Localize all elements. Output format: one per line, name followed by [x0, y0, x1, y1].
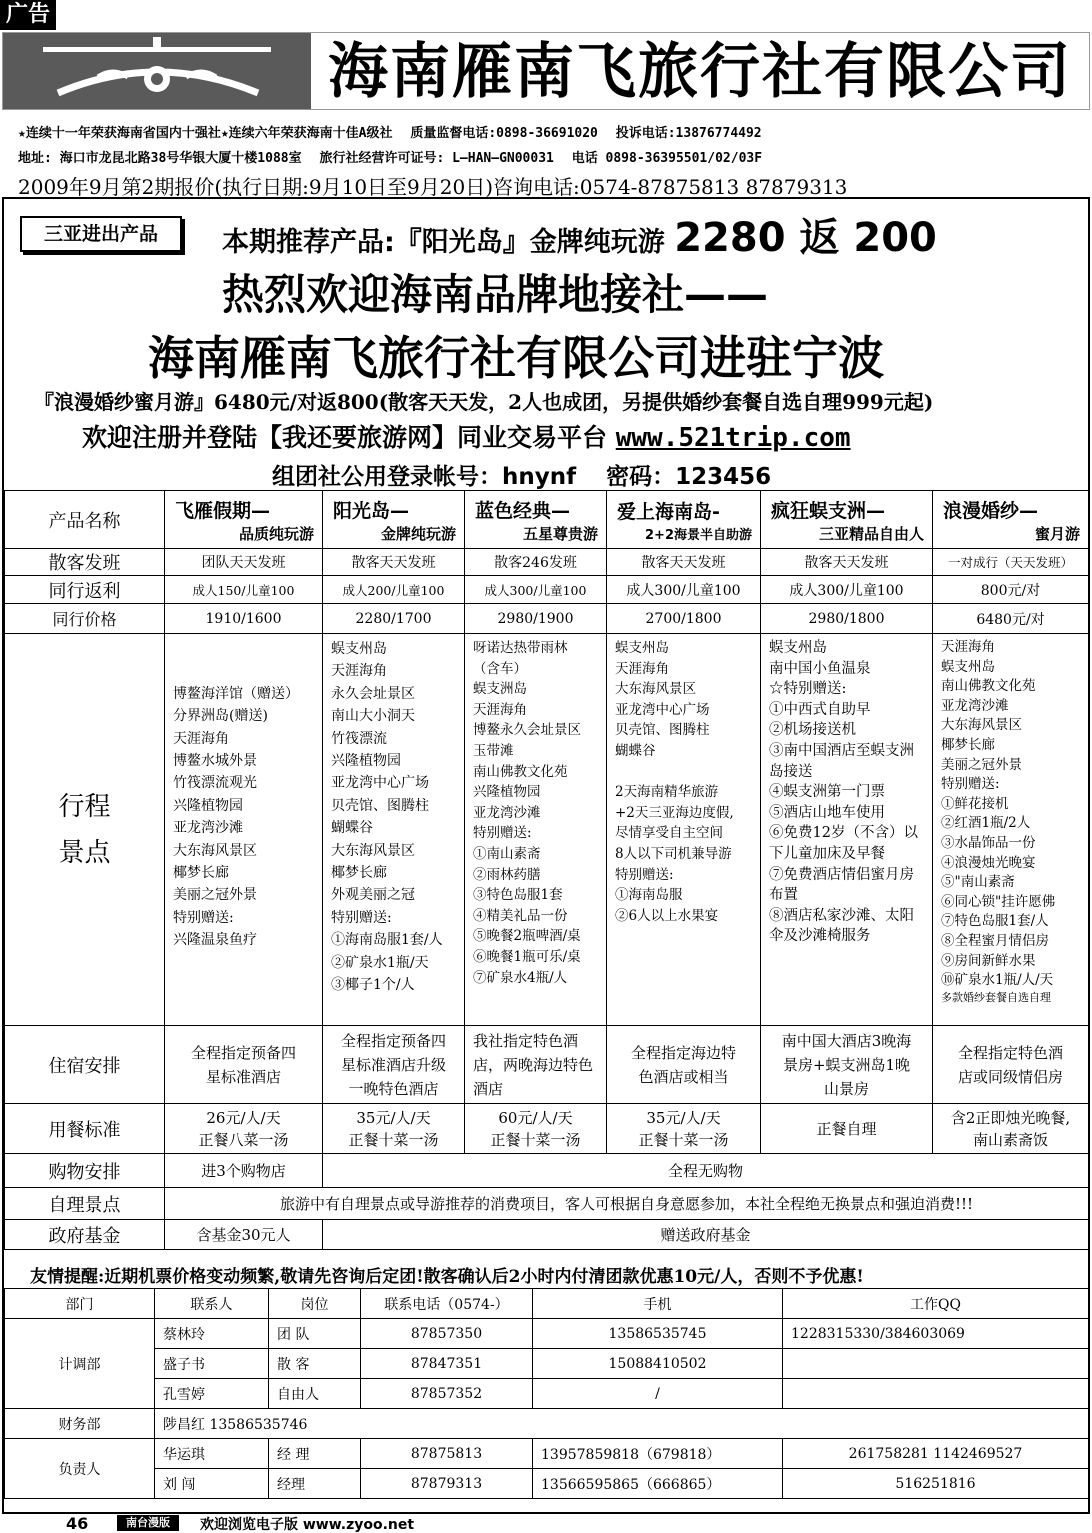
contact-name: 刘 闯: [155, 1469, 269, 1499]
col-header: 岗位: [269, 1289, 361, 1319]
product-name-cell: [465, 491, 607, 549]
label-departure: 散客发班: [5, 549, 165, 576]
recommend-prefix: 本期推荐产品:『阳光岛』金牌纯玩游: [222, 227, 665, 258]
rebate-cell: 成人300/儿童100: [607, 576, 761, 604]
meal-cell: 35元/人/天 正餐十菜一汤: [607, 1104, 761, 1154]
contact-row: [5, 1349, 1089, 1379]
meal-cell: 60元/人/天 正餐十菜一汤: [465, 1104, 607, 1154]
col-header: 联系人: [155, 1289, 269, 1319]
hotel-cell: 全程指定预备四 星标准酒店: [165, 1026, 323, 1104]
hotel-cell: 全程指定特色酒 店或同级情侣房: [933, 1026, 1089, 1104]
row-product-name: [5, 491, 1089, 549]
row-shopping: [5, 1154, 1089, 1188]
meal-cell: 含2正即烛光晚餐, 南山素斋饭: [933, 1104, 1089, 1154]
contact-qq: 1228315330/384603069: [783, 1319, 1089, 1349]
itinerary-text: 蜈支州岛 南中国小鱼温泉 ☆特别赠送: ①中西式自助早 ②机场接送机 ③南中国酒店至蜈支洲岛接送 ④蜈支洲第一门票 ⑤酒店山地车使用 ⑥免费12岁（不含）以下儿童加床及早餐 ⑦免费酒店情侣蜜月房布置 ⑧酒店私家沙滩、太阳伞及沙滩椅服务: [769, 640, 918, 945]
shopping-cell: 进3个购物店: [165, 1154, 323, 1188]
office-phone: 电话 0898-36395501/02/03F: [571, 151, 763, 166]
label-optional: 自理景点: [5, 1188, 165, 1220]
product-name-main: 阳光岛—: [333, 499, 410, 522]
label-product-name: 产品名称: [5, 491, 165, 549]
company-info-line1: [18, 122, 772, 141]
finance-contact: 陟昌红 13586535746: [155, 1409, 1089, 1439]
company-name: 海南雁南飞旅行社有限公司: [328, 37, 1072, 107]
meal-cell: 35元/人/天 正餐十菜一汤: [323, 1104, 465, 1154]
price-cell: 2980/1900: [465, 604, 607, 634]
friendly-reminder: 友情提醒:近期机票价格变动频繁,敬请先咨询后定团!散客确认后2小时内付清团款优惠10元/人，否则不予优惠!: [30, 1267, 864, 1287]
rebate-cell: 成人300/儿童100: [465, 576, 607, 604]
welcome-headline-2: 海南雁南飞旅行社有限公司进驻宁波: [148, 331, 884, 385]
row-fund: [5, 1220, 1089, 1250]
contact-row: [5, 1439, 1089, 1469]
company-info-line2: [18, 147, 772, 166]
contact-name: 蔡林玲: [155, 1319, 269, 1349]
fund-cell-all: 赠送政府基金: [323, 1220, 1089, 1250]
page-number: 46: [66, 1514, 89, 1533]
itinerary-note: 多款婚纱套餐自选自理: [941, 990, 1051, 1004]
contact-name: 盛子书: [155, 1349, 269, 1379]
product-name-sub: 2+2海景半自助游: [645, 527, 752, 543]
itinerary-text: 天涯海角 蜈支州岛 南山佛教文化苑 亚龙湾沙滩 大东海风景区 椰梦长廊 美丽之冠外景 特别赠送: ①鲜花接机 ②红酒1瓶/2人 ③水晶饰品一份 ④浪漫烛光晚宴 ⑤"南山素斋 ⑥同心锁"挂许愿佛 ⑦特色岛服1套/人 ⑧全程蜜月情侣房 ⑨房间新鲜水果 ⑩矿泉水1瓶/人/天: [941, 639, 1056, 989]
row-rebate: [5, 576, 1089, 604]
hotel-cell: 南中国大酒店3晚海 景房+蜈支洲岛1晚 山景房: [761, 1026, 933, 1104]
row-optional: [5, 1188, 1089, 1220]
contact-tel: 87857352: [361, 1379, 533, 1409]
departure-cell: 散客天天发班: [607, 549, 761, 576]
itinerary-cell: 蜈支州岛 天涯海角 永久会址景区 南山大小洞天 竹筏漂流 兴隆植物园 亚龙湾中心广场 贝壳馆、图腾柱 蝴蝶谷 大东海风景区 椰梦长廊 外观美丽之冠 特别赠送: ①海南岛服1套/人 ②矿泉水1瓶/天 ③椰子1个/人: [323, 634, 465, 1026]
contact-row: [5, 1409, 1089, 1439]
product-name-sub: 品质纯玩游: [238, 524, 314, 543]
itinerary-cell: 蜈支州岛 天涯海角 大东海风景区 亚龙湾中心广场 贝壳馆、图腾柱 蝴蝶谷 2天海南精华旅游 +2天三亚海边度假, 尽情享受自主空间 8人以下司机兼导游 特别赠送: ①海南岛服 ②6人以上水果宴: [607, 634, 761, 1026]
contact-qq: [783, 1349, 1089, 1379]
label-shopping: 购物安排: [5, 1154, 165, 1188]
license-text: 旅行社经营许可证号: L—HAN—GN00031: [319, 151, 554, 166]
contact-name: 孔雪婷: [155, 1379, 269, 1409]
label-itinerary: 行程 景点: [5, 634, 165, 1026]
register-prefix: 欢迎注册并登陆【我还要旅游网】同业交易平台: [82, 423, 608, 452]
departure-cell: 散客天天发班: [323, 549, 465, 576]
col-header: 工作QQ: [783, 1289, 1089, 1319]
product-name-main: 飞雁假期—: [175, 499, 271, 522]
register-link[interactable]: www.521trip.com: [615, 423, 851, 453]
rebate-cell: 成人150/儿童100: [165, 576, 323, 604]
welcome-headline-1: 热烈欢迎海南品牌地接社——: [222, 270, 769, 319]
optional-text: 旅游中有自理景点或导游推荐的消费项目，客人可根据自身意愿参加，本社全程绝无换景点和强迫消费!!!: [165, 1188, 1089, 1220]
product-name-cell: [933, 491, 1089, 549]
departure-cell: 团队天天发班: [165, 549, 323, 576]
footer-slogan: 欢迎浏览电子版 www.zyoo.net: [200, 1517, 415, 1533]
itinerary-cell: [761, 634, 933, 1026]
register-promo: [82, 418, 851, 454]
contact-qq: [783, 1379, 1089, 1409]
contact-row: [5, 1469, 1089, 1499]
contact-mobile: 13586535745: [533, 1319, 783, 1349]
product-name-main: 爱上海南岛-: [617, 500, 720, 523]
contact-header-row: [5, 1289, 1089, 1319]
row-departure: [5, 549, 1089, 576]
label-meal: 用餐标准: [5, 1104, 165, 1154]
rebate-cell: 800元/对: [933, 576, 1089, 604]
product-name-main: 疯狂蜈支洲—: [771, 499, 886, 522]
departure-cell: 散客天天发班: [761, 549, 933, 576]
row-hotel: [5, 1026, 1089, 1104]
departure-cell: 一对成行（天天发班）: [933, 549, 1089, 576]
fund-cell: 含基金30元人: [165, 1220, 323, 1250]
contact-mobile: 13566595865（666865）: [533, 1469, 783, 1499]
price-cell: 2280/1700: [323, 604, 465, 634]
company-banner: [2, 32, 1090, 110]
product-name-sub: 五星尊贵游: [522, 524, 598, 543]
departure-cell: 散客246发班: [465, 549, 607, 576]
label-hotel: 住宿安排: [5, 1026, 165, 1104]
product-name-sub: 蜜月游: [1034, 524, 1080, 543]
dept-cell: 财务部: [5, 1409, 155, 1439]
login-password: 密码：123456: [606, 464, 772, 490]
address-text: 地址: 海口市龙昆北路38号华银大厦十楼1088室: [18, 151, 302, 166]
price-cell: 6480元/对: [933, 604, 1089, 634]
contact-role: 自由人: [269, 1379, 361, 1409]
contact-tel: 87879313: [361, 1469, 533, 1499]
row-meal: [5, 1104, 1089, 1154]
contact-tel: 87875813: [361, 1439, 533, 1469]
contact-mobile: 13957859818（679818）: [533, 1439, 783, 1469]
price-cell: 2700/1800: [607, 604, 761, 634]
itinerary-cell: 呀诺达热带雨林 （含车） 蜈支洲岛 天涯海角 博鳌永久会址景区 玉带滩 南山佛教文化苑 兴隆植物园 亚龙湾沙滩 特别赠送: ①南山素斋 ②雨林药膳 ③特色岛服1套 ④精美礼品一份 ⑤晚餐2瓶啤酒/桌 ⑥晚餐1瓶可乐/桌 ⑦矿泉水4瓶/人: [465, 634, 607, 1026]
contact-tel: 87857350: [361, 1319, 533, 1349]
dept-cell: 计调部: [5, 1319, 155, 1409]
hotel-cell: 全程指定预备四 星标准酒店升级 一晚特色酒店: [323, 1026, 465, 1104]
label-price: 同行价格: [5, 604, 165, 634]
company-logo: [3, 33, 311, 109]
label-fund: 政府基金: [5, 1220, 165, 1250]
contact-name: 华运琪: [155, 1439, 269, 1469]
quality-phone: 质量监督电话:0898-36691020: [410, 126, 598, 141]
shopping-cell-all: 全程无购物: [323, 1154, 1089, 1188]
honeymoon-promo: 『浪漫婚纱蜜月游』6480元/对返800(散客天天发，2人也成团，另提供婚纱套餐自选自理999元起): [34, 390, 934, 414]
col-header: 部门: [5, 1289, 155, 1319]
product-name-cell: [607, 491, 761, 549]
contact-qq: 261758281 1142469527: [783, 1439, 1089, 1469]
row-price: [5, 604, 1089, 634]
col-header: 手机: [533, 1289, 783, 1319]
ad-tag: 广告: [0, 0, 56, 30]
sanya-label: 三亚进出产品: [20, 216, 182, 252]
contact-row: [5, 1319, 1089, 1349]
contact-tel: 87847351: [361, 1349, 533, 1379]
rebate-cell: 成人200/儿童100: [323, 576, 465, 604]
login-account: 组团社公用登录帐号：hnynf: [272, 464, 577, 490]
price-cell: 2980/1800: [761, 604, 933, 634]
recommended-product: [222, 206, 937, 263]
product-name-cell: [761, 491, 933, 549]
product-name-cell: [165, 491, 323, 549]
contact-role: 团 队: [269, 1319, 361, 1349]
contact-mobile: 15088410502: [533, 1349, 783, 1379]
quote-period: 2009年9月第2期报价(执行日期:9月10日至9月20日)咨询电话:0574-87875813 87879313: [18, 175, 848, 199]
dept-cell: 负责人: [5, 1439, 155, 1499]
contact-qq: 516251816: [783, 1469, 1089, 1499]
itinerary-cell: [933, 634, 1089, 1026]
row-itinerary: [5, 634, 1089, 1026]
page-footer: [0, 1514, 1092, 1533]
label-rebate: 同行返利: [5, 576, 165, 604]
hotel-cell: 我社指定特色酒 店，两晚海边特色 酒店: [465, 1026, 607, 1104]
product-name-main: 蓝色经典—: [475, 499, 571, 522]
product-table: [4, 490, 1089, 1250]
contact-row: [5, 1379, 1089, 1409]
publication-brand: 南台漫版: [117, 1515, 179, 1531]
contact-role: 经 理: [269, 1439, 361, 1469]
contact-table: [4, 1288, 1089, 1499]
product-name-sub: 三亚精品自由人: [818, 524, 924, 543]
contact-role: 经理: [269, 1469, 361, 1499]
contact-role: 散 客: [269, 1349, 361, 1379]
honors-text: ★连续十一年荣获海南省国内十强社★连续六年荣获海南十佳A级社: [18, 126, 393, 141]
product-name-sub: 金牌纯玩游: [380, 524, 456, 543]
rebate-cell: 成人300/儿童100: [761, 576, 933, 604]
recommend-price: 2280 返 200: [674, 215, 937, 261]
login-info: [272, 458, 771, 491]
price-cell: 1910/1600: [165, 604, 323, 634]
meal-cell: 26元/人/天 正餐八菜一汤: [165, 1104, 323, 1154]
product-name-cell: [323, 491, 465, 549]
hotel-cell: 全程指定海边特 色酒店或相当: [607, 1026, 761, 1104]
meal-cell: 正餐自理: [761, 1104, 933, 1154]
col-header: 联系电话（0574-）: [361, 1289, 533, 1319]
product-name-main: 浪漫婚纱—: [943, 499, 1039, 522]
itinerary-cell: 博鳌海洋馆（赠送） 分界洲岛(赠送) 天涯海角 博鳌水城外景 竹筏漂流观光 兴隆植物园 亚龙湾沙滩 大东海风景区 椰梦长廊 美丽之冠外景 特别赠送: 兴隆温泉鱼疗: [165, 634, 323, 1026]
complaint-phone: 投诉电话:13876774492: [615, 126, 762, 141]
contact-mobile: /: [533, 1379, 783, 1409]
